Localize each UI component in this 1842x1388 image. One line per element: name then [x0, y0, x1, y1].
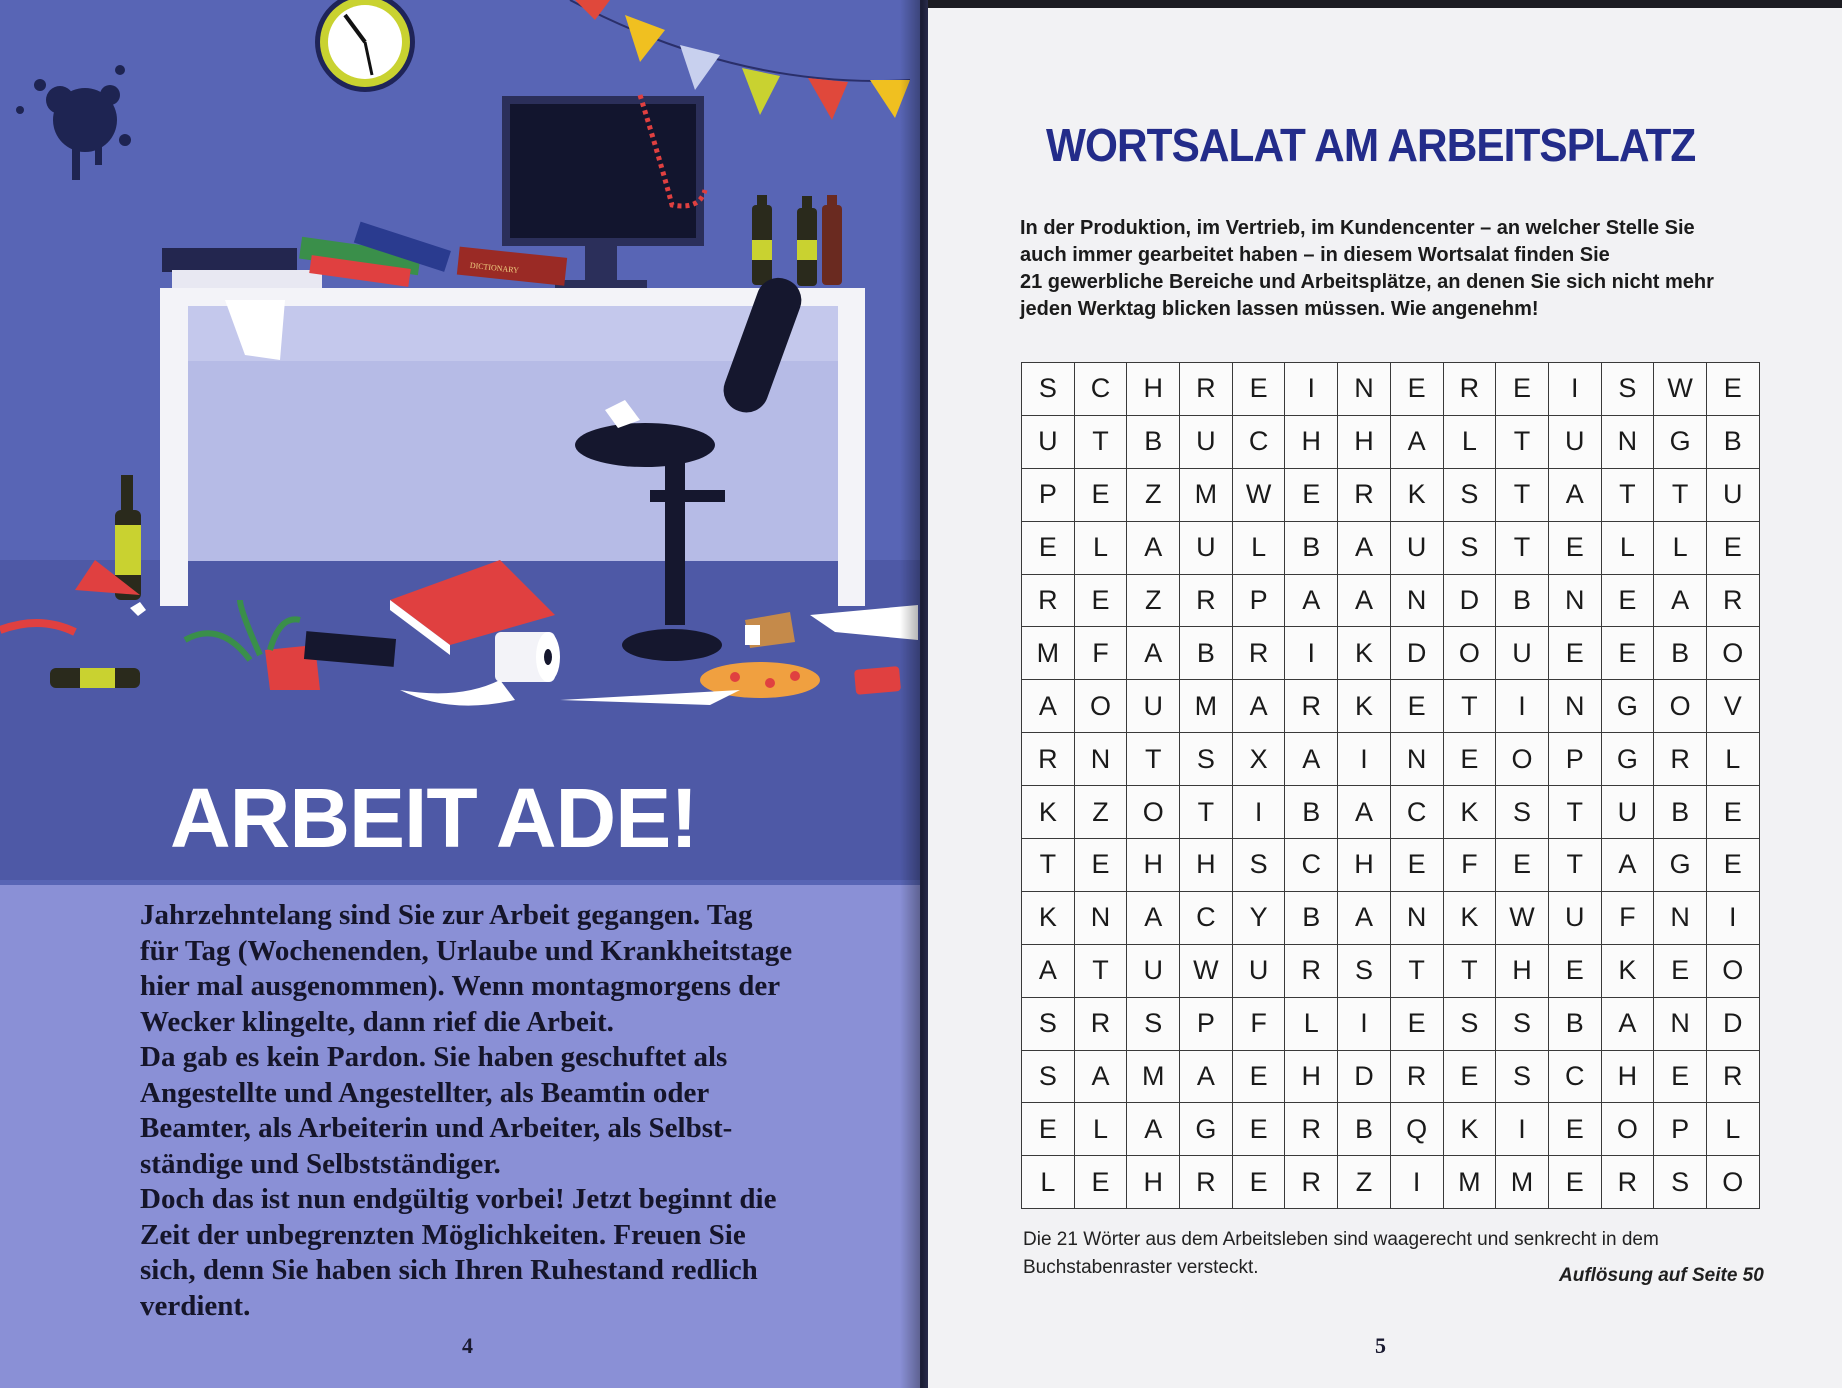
grid-cell: N	[1548, 574, 1601, 627]
grid-cell: E	[1548, 521, 1601, 574]
grid-cell: H	[1127, 839, 1180, 892]
grid-cell: B	[1654, 786, 1707, 839]
grid-cell: E	[1232, 1050, 1285, 1103]
grid-cell: M	[1022, 627, 1075, 680]
grid-cell: A	[1127, 891, 1180, 944]
grid-cell: K	[1338, 680, 1391, 733]
grid-cell: T	[1390, 944, 1443, 997]
grid-cell: S	[1180, 733, 1233, 786]
grid-cell: P	[1180, 997, 1233, 1050]
grid-cell: L	[1285, 997, 1338, 1050]
grid-cell: K	[1390, 468, 1443, 521]
grid-cell: W	[1180, 944, 1233, 997]
body-line: ständige und Selbstständiger.	[140, 1147, 501, 1180]
grid-row	[1022, 521, 1760, 574]
grid-cell: Y	[1232, 891, 1285, 944]
wall-clock-icon	[315, 0, 415, 92]
grid-cell: T	[1548, 839, 1601, 892]
intro-line: auch immer gearbeitet haben – in diesem Wortsalat finden Sie	[1020, 244, 1610, 266]
grid-cell: B	[1285, 891, 1338, 944]
grid-cell: S	[1022, 363, 1075, 416]
grid-cell: U	[1127, 944, 1180, 997]
grid-cell: T	[1548, 786, 1601, 839]
grid-cell: O	[1496, 733, 1549, 786]
grid-cell: U	[1390, 521, 1443, 574]
grid-cell: E	[1285, 468, 1338, 521]
grid-cell: N	[1654, 997, 1707, 1050]
grid-cell: A	[1338, 891, 1391, 944]
grid-cell: A	[1285, 574, 1338, 627]
grid-cell: K	[1338, 627, 1391, 680]
grid-cell: E	[1232, 363, 1285, 416]
grid-cell: V	[1706, 680, 1759, 733]
grid-cell: E	[1706, 363, 1759, 416]
body-line: Beamter, als Arbeiterin und Arbeiter, als Selbst-	[140, 1112, 733, 1144]
grid-cell: U	[1496, 627, 1549, 680]
grid-cell: P	[1022, 468, 1075, 521]
grid-row	[1022, 1103, 1760, 1156]
grid-cell: E	[1443, 733, 1496, 786]
grid-cell: O	[1443, 627, 1496, 680]
grid-cell: T	[1180, 786, 1233, 839]
grid-cell: D	[1338, 1050, 1391, 1103]
grid-row	[1022, 1156, 1760, 1209]
grid-cell: E	[1022, 521, 1075, 574]
grid-cell: E	[1496, 839, 1549, 892]
grid-cell: R	[1443, 363, 1496, 416]
grid-cell: N	[1601, 415, 1654, 468]
grid-cell: C	[1285, 839, 1338, 892]
grid-cell: O	[1127, 786, 1180, 839]
grid-cell: L	[1706, 1103, 1759, 1156]
office-mess-illustration	[0, 0, 920, 880]
right-page	[928, 0, 1842, 1388]
grid-cell: I	[1496, 1103, 1549, 1156]
grid-cell: S	[1127, 997, 1180, 1050]
grid-cell: O	[1706, 1156, 1759, 1209]
grid-cell: D	[1390, 627, 1443, 680]
grid-cell: B	[1548, 997, 1601, 1050]
grid-cell: W	[1232, 468, 1285, 521]
grid-cell: A	[1654, 574, 1707, 627]
grid-cell: E	[1654, 944, 1707, 997]
puzzle-intro	[1020, 215, 1780, 323]
grid-cell: L	[1443, 415, 1496, 468]
grid-cell: H	[1180, 839, 1233, 892]
grid-cell: H	[1127, 363, 1180, 416]
grid-cell: R	[1180, 574, 1233, 627]
grid-row	[1022, 363, 1760, 416]
grid-cell: A	[1601, 839, 1654, 892]
grid-cell: Q	[1390, 1103, 1443, 1156]
intro-line: jeden Werktag blicken lassen müssen. Wie angenehm!	[1020, 298, 1539, 320]
grid-cell: H	[1601, 1050, 1654, 1103]
grid-cell: B	[1127, 415, 1180, 468]
grid-cell: Z	[1338, 1156, 1391, 1209]
grid-cell: N	[1654, 891, 1707, 944]
grid-cell: E	[1706, 839, 1759, 892]
grid-cell: S	[1443, 468, 1496, 521]
grid-cell: A	[1232, 680, 1285, 733]
grid-cell: A	[1180, 1050, 1233, 1103]
grid-cell: E	[1390, 839, 1443, 892]
grid-row	[1022, 891, 1760, 944]
grid-cell: L	[1022, 1156, 1075, 1209]
grid-cell: S	[1654, 1156, 1707, 1209]
grid-cell: R	[1390, 1050, 1443, 1103]
grid-cell: R	[1338, 468, 1391, 521]
body-line: sich, denn Sie haben sich Ihren Ruhestand redlich	[140, 1254, 758, 1286]
grid-cell: U	[1022, 415, 1075, 468]
grid-cell: E	[1548, 944, 1601, 997]
grid-cell: E	[1654, 1050, 1707, 1103]
grid-cell: U	[1180, 521, 1233, 574]
grid-row	[1022, 574, 1760, 627]
grid-row	[1022, 627, 1760, 680]
grid-cell: L	[1706, 733, 1759, 786]
grid-cell: K	[1601, 944, 1654, 997]
grid-cell: A	[1338, 574, 1391, 627]
svg-text:DICTIONARY: DICTIONARY	[469, 260, 520, 275]
grid-cell: R	[1180, 363, 1233, 416]
grid-cell: T	[1022, 839, 1075, 892]
grid-cell: R	[1232, 627, 1285, 680]
grid-cell: S	[1443, 521, 1496, 574]
grid-cell: A	[1074, 1050, 1127, 1103]
body-line: Doch das ist nun endgültig vorbei! Jetzt beginnt die	[140, 1183, 777, 1215]
grid-cell: L	[1074, 1103, 1127, 1156]
grid-cell: H	[1496, 944, 1549, 997]
grid-cell: M	[1180, 468, 1233, 521]
intro-line: 21 gewerbliche Bereiche und Arbeitsplätze, an denen Sie sich nicht mehr	[1020, 271, 1714, 293]
grid-cell: B	[1338, 1103, 1391, 1156]
grid-row	[1022, 468, 1760, 521]
body-line: Angestellte und Angestellter, als Beamtin oder	[140, 1076, 710, 1109]
grid-cell: S	[1496, 1050, 1549, 1103]
grid-cell: B	[1285, 786, 1338, 839]
grid-cell: I	[1548, 363, 1601, 416]
grid-cell: E	[1232, 1103, 1285, 1156]
bottles-icon	[752, 195, 842, 286]
grid-cell: K	[1022, 891, 1075, 944]
grid-cell: T	[1443, 944, 1496, 997]
grid-cell: P	[1232, 574, 1285, 627]
grid-cell: S	[1022, 997, 1075, 1050]
grid-cell: S	[1022, 1050, 1075, 1103]
grid-cell: A	[1022, 944, 1075, 997]
grid-cell: O	[1074, 680, 1127, 733]
grid-cell: A	[1390, 415, 1443, 468]
grid-cell: N	[1074, 733, 1127, 786]
left-body-text	[140, 898, 820, 1324]
left-page	[0, 0, 920, 1388]
grid-cell: U	[1548, 891, 1601, 944]
grid-cell: I	[1338, 733, 1391, 786]
grid-cell: T	[1496, 521, 1549, 574]
grid-cell: E	[1390, 363, 1443, 416]
grid-cell: E	[1443, 1050, 1496, 1103]
grid-cell: I	[1390, 1156, 1443, 1209]
grid-cell: G	[1654, 415, 1707, 468]
grid-cell: S	[1232, 839, 1285, 892]
grid-cell: R	[1285, 1103, 1338, 1156]
grid-cell: F	[1443, 839, 1496, 892]
grid-cell: A	[1285, 733, 1338, 786]
grid-cell: W	[1654, 363, 1707, 416]
grid-cell: R	[1022, 574, 1075, 627]
grid-cell: H	[1338, 839, 1391, 892]
grid-cell: N	[1338, 363, 1391, 416]
grid-cell: E	[1074, 574, 1127, 627]
intro-line: In der Produktion, im Vertrieb, im Kundencenter – an welcher Stelle Sie	[1020, 217, 1695, 239]
grid-row	[1022, 944, 1760, 997]
grid-cell: G	[1601, 680, 1654, 733]
grid-cell: F	[1232, 997, 1285, 1050]
grid-cell: B	[1706, 415, 1759, 468]
grid-cell: E	[1496, 363, 1549, 416]
grid-cell: O	[1601, 1103, 1654, 1156]
grid-cell: F	[1074, 627, 1127, 680]
grid-cell: E	[1601, 627, 1654, 680]
solution-reference: Auflösung auf Seite 50	[1559, 1265, 1764, 1286]
grid-cell: H	[1338, 415, 1391, 468]
grid-cell: I	[1232, 786, 1285, 839]
grid-cell: C	[1180, 891, 1233, 944]
grid-cell: A	[1338, 521, 1391, 574]
grid-cell: O	[1706, 944, 1759, 997]
grid-cell: I	[1285, 627, 1338, 680]
grid-row	[1022, 786, 1760, 839]
grid-cell: B	[1180, 627, 1233, 680]
grid-cell: B	[1285, 521, 1338, 574]
grid-cell: A	[1127, 521, 1180, 574]
grid-cell: R	[1706, 1050, 1759, 1103]
grid-cell: A	[1022, 680, 1075, 733]
body-line: Zeit der unbegrenzten Möglichkeiten. Freuen Sie	[140, 1218, 746, 1251]
grid-cell: A	[1338, 786, 1391, 839]
grid-row	[1022, 1050, 1760, 1103]
grid-cell: E	[1706, 521, 1759, 574]
grid-cell: C	[1548, 1050, 1601, 1103]
grid-cell: A	[1548, 468, 1601, 521]
grid-cell: D	[1706, 997, 1759, 1050]
grid-cell: N	[1074, 891, 1127, 944]
grid-cell: C	[1232, 415, 1285, 468]
grid-cell: G	[1601, 733, 1654, 786]
page-number: 4	[462, 1333, 473, 1358]
grid-cell: W	[1496, 891, 1549, 944]
grid-cell: H	[1127, 1156, 1180, 1209]
grid-cell: T	[1496, 468, 1549, 521]
grid-cell: E	[1706, 786, 1759, 839]
grid-cell: U	[1706, 468, 1759, 521]
body-line: für Tag (Wochenenden, Urlaube und Krankheitstage	[140, 934, 793, 967]
grid-row	[1022, 839, 1760, 892]
grid-cell: T	[1601, 468, 1654, 521]
grid-cell: G	[1180, 1103, 1233, 1156]
note-line: Buchstabenraster versteckt.	[1023, 1257, 1259, 1278]
grid-cell: L	[1654, 521, 1707, 574]
grid-cell: E	[1390, 997, 1443, 1050]
grid-cell: K	[1022, 786, 1075, 839]
grid-cell: E	[1548, 1156, 1601, 1209]
grid-cell: U	[1127, 680, 1180, 733]
grid-cell: S	[1601, 363, 1654, 416]
left-page-title: ARBEIT ADE!	[170, 771, 698, 865]
grid-cell: I	[1496, 680, 1549, 733]
grid-cell: S	[1496, 786, 1549, 839]
grid-cell: L	[1074, 521, 1127, 574]
grid-cell: T	[1654, 468, 1707, 521]
grid-cell: A	[1127, 1103, 1180, 1156]
grid-cell: A	[1127, 627, 1180, 680]
grid-cell: Z	[1127, 574, 1180, 627]
grid-cell: R	[1074, 997, 1127, 1050]
grid-cell: P	[1654, 1103, 1707, 1156]
grid-cell: B	[1496, 574, 1549, 627]
grid-row	[1022, 415, 1760, 468]
grid-cell: B	[1654, 627, 1707, 680]
grid-cell: X	[1232, 733, 1285, 786]
grid-cell: N	[1390, 574, 1443, 627]
grid-cell: Z	[1127, 468, 1180, 521]
grid-cell: T	[1074, 944, 1127, 997]
grid-cell: N	[1390, 891, 1443, 944]
grid-cell: U	[1232, 944, 1285, 997]
soda-can-icon	[854, 666, 901, 695]
grid-cell: T	[1443, 680, 1496, 733]
word-search-grid	[1021, 362, 1760, 1209]
grid-cell: E	[1022, 1103, 1075, 1156]
grid-cell: I	[1338, 997, 1391, 1050]
grid-cell: M	[1127, 1050, 1180, 1103]
grid-cell: M	[1180, 680, 1233, 733]
grid-cell: C	[1390, 786, 1443, 839]
grid-cell: E	[1074, 1156, 1127, 1209]
grid-cell: S	[1496, 997, 1549, 1050]
body-line: Da gab es kein Pardon. Sie haben geschuftet als	[140, 1041, 728, 1073]
grid-cell: O	[1654, 680, 1707, 733]
body-line: Jahrzehntelang sind Sie zur Arbeit gegangen. Tag	[140, 899, 753, 931]
grid-row	[1022, 733, 1760, 786]
grid-cell: U	[1548, 415, 1601, 468]
grid-cell: U	[1601, 786, 1654, 839]
grid-cell: R	[1022, 733, 1075, 786]
grid-cell: G	[1654, 839, 1707, 892]
grid-cell: L	[1601, 521, 1654, 574]
body-line: Wecker klingelte, dann rief die Arbeit.	[140, 1005, 614, 1038]
grid-cell: H	[1285, 415, 1338, 468]
grid-cell: E	[1074, 468, 1127, 521]
grid-cell: A	[1601, 997, 1654, 1050]
grid-cell: T	[1127, 733, 1180, 786]
grid-cell: T	[1074, 415, 1127, 468]
grid-cell: Z	[1074, 786, 1127, 839]
grid-cell: R	[1706, 574, 1759, 627]
grid-cell: E	[1548, 1103, 1601, 1156]
grid-cell: H	[1285, 1050, 1338, 1103]
grid-cell: E	[1548, 627, 1601, 680]
grid-cell: F	[1601, 891, 1654, 944]
grid-cell: E	[1601, 574, 1654, 627]
grid-cell: I	[1285, 363, 1338, 416]
grid-cell: N	[1548, 680, 1601, 733]
grid-cell: M	[1496, 1156, 1549, 1209]
grid-cell: E	[1074, 839, 1127, 892]
grid-row	[1022, 680, 1760, 733]
right-page-title: WORTSALAT AM ARBEITSPLATZ	[1046, 119, 1696, 171]
grid-cell: R	[1180, 1156, 1233, 1209]
grid-cell: K	[1443, 1103, 1496, 1156]
body-line: verdient.	[140, 1289, 251, 1322]
ink-splat-icon	[16, 65, 131, 180]
grid-cell: C	[1074, 363, 1127, 416]
grid-cell: R	[1601, 1156, 1654, 1209]
grid-cell: R	[1285, 680, 1338, 733]
grid-cell: S	[1443, 997, 1496, 1050]
grid-cell: I	[1706, 891, 1759, 944]
grid-cell: N	[1390, 733, 1443, 786]
grid-cell: K	[1443, 786, 1496, 839]
floor-bottle-icon	[50, 668, 140, 688]
grid-cell: U	[1180, 415, 1233, 468]
grid-cell: K	[1443, 891, 1496, 944]
grid-cell: O	[1706, 627, 1759, 680]
grid-cell: E	[1232, 1156, 1285, 1209]
grid-cell: L	[1232, 521, 1285, 574]
grid-row	[1022, 997, 1760, 1050]
grid-cell: R	[1285, 944, 1338, 997]
grid-cell: S	[1338, 944, 1391, 997]
note-line: Die 21 Wörter aus dem Arbeitsleben sind waagerecht und senkrecht in dem	[1023, 1229, 1659, 1250]
grid-cell: D	[1443, 574, 1496, 627]
page-number: 5	[1375, 1333, 1386, 1358]
grid-cell: T	[1496, 415, 1549, 468]
grid-cell: P	[1548, 733, 1601, 786]
body-line: hier mal ausgenommen). Wenn montagmorgens der	[140, 970, 781, 1002]
grid-cell: R	[1654, 733, 1707, 786]
grid-cell: E	[1390, 680, 1443, 733]
grid-cell: R	[1285, 1156, 1338, 1209]
grid-cell: M	[1443, 1156, 1496, 1209]
